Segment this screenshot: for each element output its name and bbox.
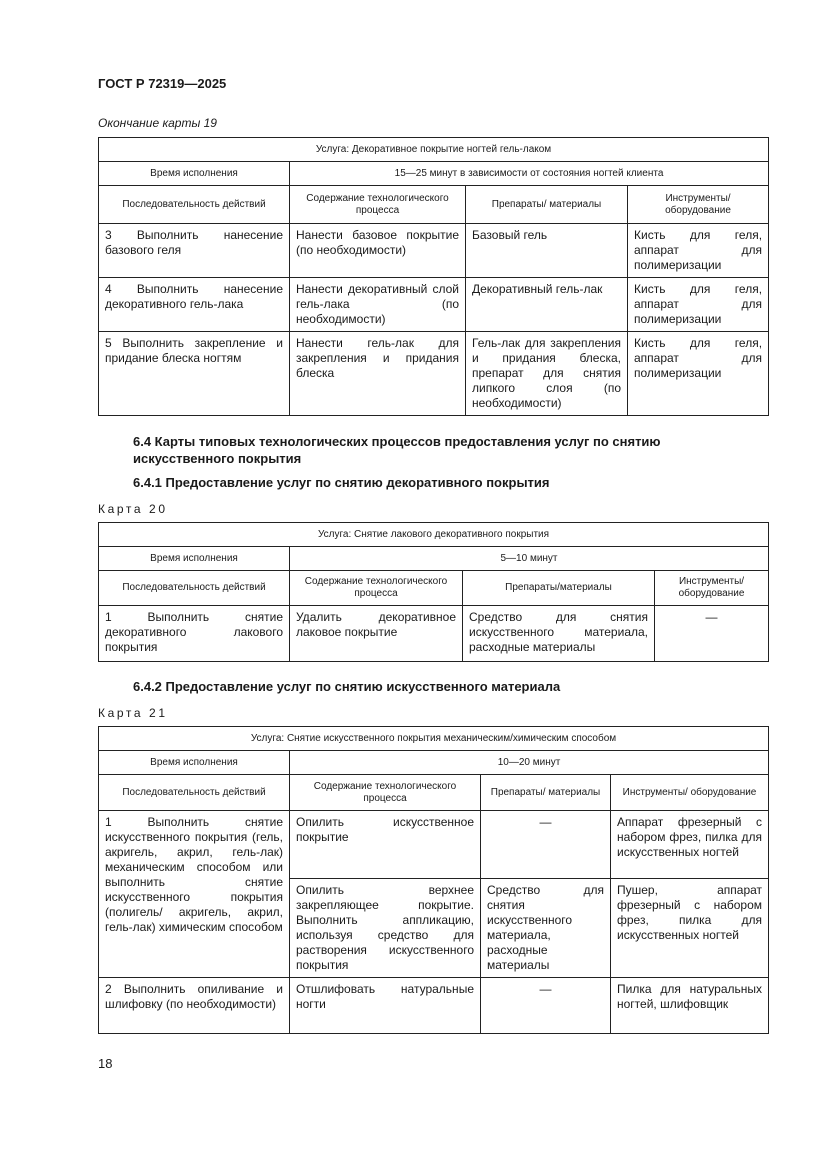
card20-col-content: Содержание технологического процесса [290, 571, 463, 606]
card21-col-materials: Препараты/ материалы [481, 775, 611, 811]
cell-content: Нанести гель-лак для закрепления и придания блеска [290, 332, 466, 416]
document-code: ГОСТ Р 72319—2025 [98, 76, 227, 91]
card21-time-label: Время исполнения [99, 751, 290, 775]
card20-col-materials: Препараты/материалы [463, 571, 655, 606]
card20-caption: Карта 20 [98, 502, 168, 516]
cell-content: Опилить верхнее закрепляющее покрытие. Выполнить аппликацию, используя средство для растворения искусственного покрытия [290, 879, 481, 978]
cell-content: Удалить декоративное лаковое покрытие [290, 606, 463, 662]
card21-service: Услуга: Снятие искусственного покрытия механическим/химическим способом [99, 727, 769, 751]
card20-time-label: Время исполнения [99, 547, 290, 571]
card20-col-tools: Инструменты/ оборудование [655, 571, 769, 606]
cell-seq: 5 Выполнить закрепление и придание блеска ногтям [99, 332, 290, 416]
cell-seq: 2 Выполнить опиливание и шлифовку (по необходимости) [99, 978, 290, 1034]
card20-time-value: 5—10 минут [290, 547, 769, 571]
card19-col-content: Содержание технологического процесса [290, 186, 466, 224]
cell-content: Опилить искусственное покрытие [290, 811, 481, 879]
cell-materials: Средство для снятия искусственного материала, расходные материалы [463, 606, 655, 662]
cell-tools: Пушер, аппарат фрезерный с набором фрез, пилка для искусственных ногтей [611, 879, 769, 978]
table-row [99, 811, 769, 879]
table-row [99, 224, 769, 278]
card19-time-label: Время исполнения [99, 162, 290, 186]
cell-content: Нанести декоративный слой гель-лака (по необходимости) [290, 278, 466, 332]
cell-tools: Кисть для геля, аппарат для полимеризации [628, 278, 769, 332]
table-row [99, 278, 769, 332]
card21-col-content: Содержание технологического процесса [290, 775, 481, 811]
cell-materials: Средство для снятия искусственного материала, расходные материалы [481, 879, 611, 978]
cell-tools: Аппарат фрезерный с набором фрез, пилка для искусственных ногтей [611, 811, 769, 879]
section-heading-6-4: 6.4 Карты типовых технологических процессов предоставления услуг по снятию искусственного покрытия [133, 434, 661, 466]
card20-service: Услуга: Снятие лакового декоративного покрытия [99, 523, 769, 547]
table-row [99, 332, 769, 416]
section-heading-6-4-1: 6.4.1 Предоставление услуг по снятию декоративного покрытия [133, 475, 550, 490]
card20-col-seq: Последовательность действий [99, 571, 290, 606]
card19-caption: Окончание карты 19 [98, 116, 217, 130]
cell-materials: Базовый гель [466, 224, 628, 278]
cell-seq: 1 Выполнить снятие искусственного покрытия (гель, акригель, акрил, гель-лак) механическим способом или выполнить снятие искусственного покрытия (полигель/ акригель, акрил, гель-лак) химическим способом [99, 811, 290, 978]
cell-content: Отшлифовать натуральные ногти [290, 978, 481, 1034]
card19-col-tools: Инструменты/ оборудование [628, 186, 769, 224]
cell-seq: 3 Выполнить нанесение базового геля [99, 224, 290, 278]
cell-tools: Кисть для геля, аппарат для полимеризации [628, 224, 769, 278]
card21-col-tools: Инструменты/ оборудование [611, 775, 769, 811]
cell-tools: Пилка для натуральных ногтей, шлифовщик [611, 978, 769, 1034]
cell-tools: Кисть для геля, аппарат для полимеризации [628, 332, 769, 416]
table-row [99, 606, 769, 662]
card19-table [98, 137, 769, 416]
page-number: 18 [98, 1056, 113, 1071]
card21-caption: Карта 21 [98, 706, 168, 720]
table-row [99, 978, 769, 1034]
cell-materials: Гель-лак для закрепления и придания блеска, препарат для снятия липкого слоя (по необходимости) [466, 332, 628, 416]
card20-table [98, 522, 769, 662]
card19-col-materials: Препараты/ материалы [466, 186, 628, 224]
cell-materials: — [481, 978, 611, 1034]
card21-table [98, 726, 769, 1034]
cell-content: Нанести базовое покрытие (по необходимости) [290, 224, 466, 278]
section-heading-6-4-2: 6.4.2 Предоставление услуг по снятию искусственного материала [133, 679, 561, 694]
cell-seq: 1 Выполнить снятие декоративного лакового покрытия [99, 606, 290, 662]
card21-time-value: 10—20 минут [290, 751, 769, 775]
cell-materials: — [481, 811, 611, 879]
card19-col-seq: Последовательность действий [99, 186, 290, 224]
card19-time-value: 15—25 минут в зависимости от состояния ногтей клиента [290, 162, 769, 186]
cell-tools: — [655, 606, 769, 662]
card21-col-seq: Последовательность действий [99, 775, 290, 811]
cell-materials: Декоративный гель-лак [466, 278, 628, 332]
cell-seq: 4 Выполнить нанесение декоративного гель-лака [99, 278, 290, 332]
card19-service: Услуга: Декоративное покрытие ногтей гель-лаком [99, 138, 769, 162]
